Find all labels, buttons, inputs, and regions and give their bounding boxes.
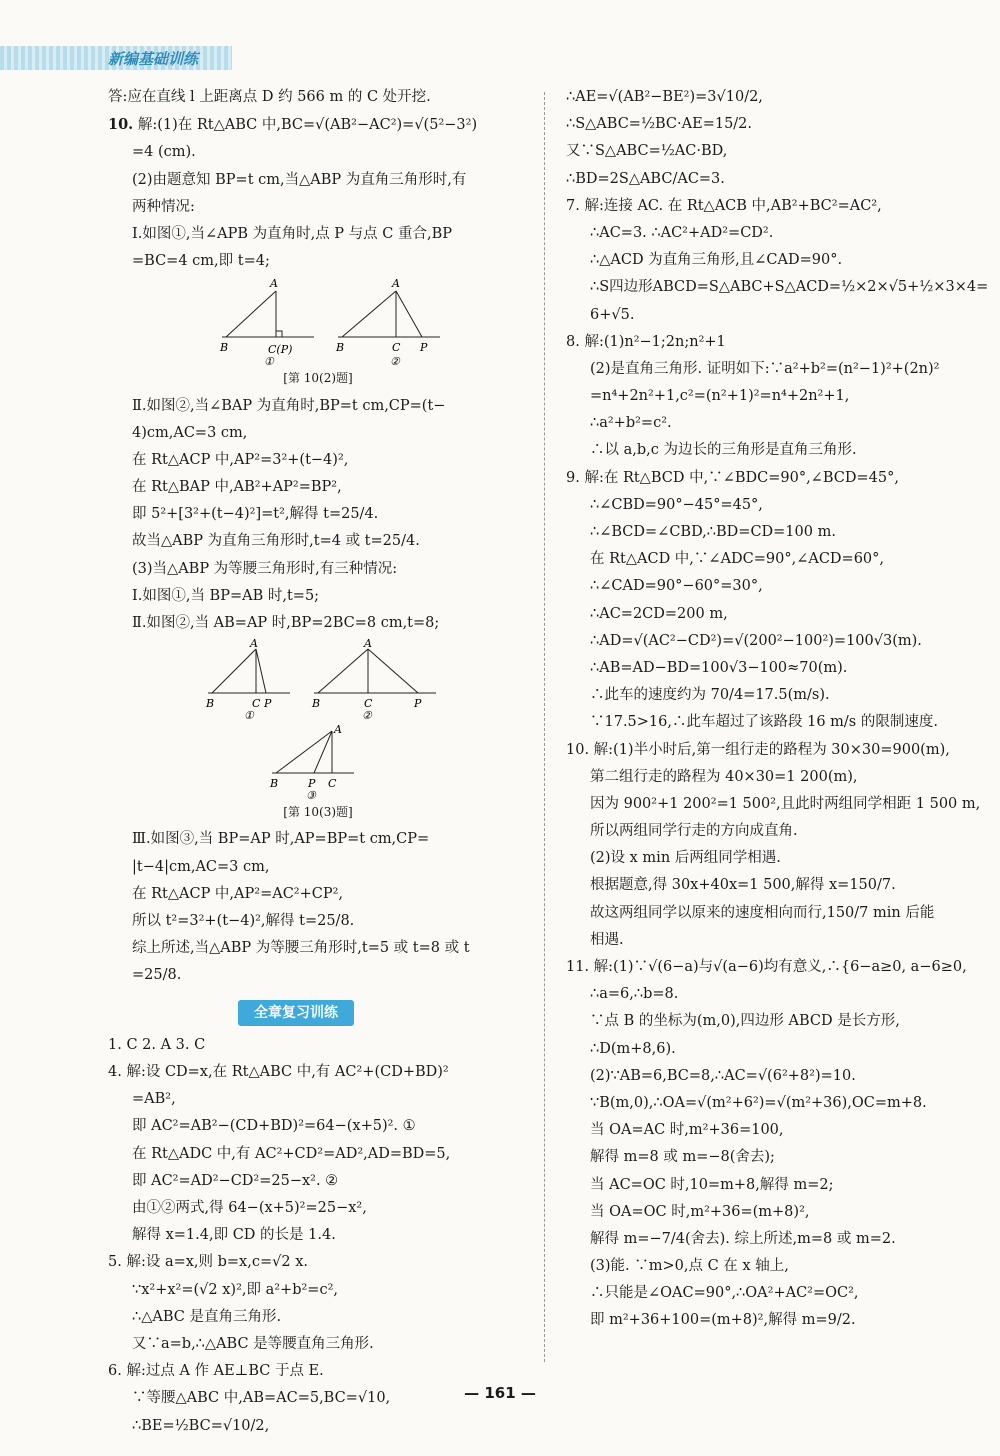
section-title: 全章复习训练 (238, 1000, 354, 1026)
q10b-line: 第二组行走的路程为 40×30=1 200(m), (590, 768, 858, 785)
label-p: P (264, 697, 272, 711)
q10-text: 解:(1)在 Rt△ABC 中,BC=√(AB²−AC²)=√(5²−3²) (137, 117, 478, 134)
q6-line: ∴BE=½BC=√10/2, (132, 1417, 270, 1434)
q4-line: 4. 解:设 CD=x,在 Rt△ABC 中,有 AC²+(CD+BD)² (108, 1064, 449, 1081)
label-a: A (250, 639, 258, 651)
q10-line: 即 5²+[3²+(t−4)²]=t²,解得 t=25/4. (132, 506, 379, 523)
label-b: B (312, 697, 321, 711)
label-a: A (364, 639, 372, 651)
figure-caption: [第 10(2)题] (283, 371, 353, 386)
q7-line: ∴S四边形ABCD=S△ABC+S△ACD=½×2×√5+½×3×4= (590, 279, 989, 296)
q11-line: ∵B(m,0),∴OA=√(m²+6²)=√(m²+36),OC=m+8. (590, 1094, 927, 1111)
q10b-line: (2)设 x min 后两组同学相遇. (590, 850, 781, 867)
q8-line: =n⁴+2n²+1,c²=(n²+1)²=n⁴+2n²+1, (590, 388, 850, 405)
q10b-line: 相遇. (590, 931, 624, 948)
label-n3: ③ (306, 789, 316, 802)
answer-line: 答:应在直线 l 上距离点 D 约 566 m 的 C 处开挖. (108, 89, 431, 105)
q11-line: (2)∵AB=6,BC=8,∴AC=√(6²+8²)=10. (590, 1067, 856, 1084)
q4-line: 在 Rt△ADC 中,有 AC²+CD²=AD²,AD=BD=5, (132, 1145, 451, 1162)
label-c: C (252, 697, 261, 711)
q11-line: 解得 m=8 或 m=−8(舍去); (590, 1149, 775, 1166)
q10-line (108, 113, 528, 137)
q7-line: 7. 解:连接 AC. 在 Rt△ACB 中,AB²+BC²=AC², (566, 197, 882, 214)
q5-line: 又∵a=b,∴△ABC 是等腰直角三角形. (132, 1335, 374, 1352)
triangle-figure-1 (204, 639, 294, 719)
figure-10-3 (204, 639, 528, 719)
q10-line: |t−4|cm,AC=3 cm, (132, 858, 270, 875)
q8-line: (2)是直角三角形. 证明如下:∵a²+b²=(n²−1)²+(2n)² (590, 360, 940, 377)
label-n2: ② (390, 355, 400, 368)
q6-line: ∴BD=2S△ABC/AC=3. (566, 170, 725, 187)
q8-line: ∴a²+b²=c². (590, 415, 672, 432)
label-p: P (414, 697, 422, 711)
column-divider (544, 92, 545, 1362)
q10-line: (3)当△ABP 为等腰三角形时,有三种情况: (132, 560, 398, 577)
q10-line: Ⅱ.如图②,当 AB=AP 时,BP=2BC=8 cm,t=8; (132, 615, 440, 631)
q11-line: 当 OA=AC 时,m²+36=100, (590, 1122, 784, 1139)
q10-line: 在 Rt△ACP 中,AP²=AC²+CP², (132, 885, 344, 902)
page-number: — 161 — (464, 1384, 536, 1402)
q11-line: ∴a=6,∴b=8. (590, 986, 679, 1003)
q5-line: 5. 解:设 a=x,则 b=x,c=√2 x. (108, 1254, 308, 1271)
q7-line: ∴AC=3. ∴AC²+AD²=CD². (590, 224, 774, 241)
q9-line: ∴AC=2CD=200 m, (590, 605, 728, 622)
q4-line: 即 AC²=AB²−(CD+BD)²=64−(x+5)². ① (132, 1118, 416, 1135)
q9-line: ∴AD=√(AC²−CD²)=√(200²−100²)=100√3(m). (590, 632, 922, 649)
q11-line: 当 AC=OC 时,10=m+8,解得 m=2; (590, 1176, 834, 1193)
review-answers: 1. C 2. A 3. C (108, 1036, 206, 1053)
q10-line: 4)cm,AC=3 cm, (132, 424, 248, 441)
q7-line: ∴△ACD 为直角三角形,且∠CAD=90°. (590, 252, 843, 269)
q10b-line: 所以两组同学行走的方向成直角. (590, 823, 798, 840)
q4-line: 即 AC²=AD²−CD²=25−x². ② (132, 1172, 339, 1189)
q11-line: 当 OA=OC 时,m²+36=(m+8)², (590, 1203, 810, 1220)
q10-number: 10. (108, 116, 134, 134)
q10-line: Ⅰ.如图①,当 BP=AB 时,t=5; (132, 587, 320, 604)
q10-line: 在 Rt△ACP 中,AP²=3²+(t−4)², (132, 451, 349, 468)
label-b: B (206, 697, 215, 711)
q9-line: ∵17.5>16,∴此车超过了该路段 16 m/s 的限制速度. (590, 714, 938, 731)
figure-caption: [第 10(3)题] (283, 805, 353, 820)
q8-line: 8. 解:(1)n²−1;2n;n²+1 (566, 333, 726, 350)
label-b: B (220, 341, 229, 355)
q11-line: 11. 解:(1)∵√(6−a)与√(a−6)均有意义,∴{6−a≥0, a−6≥0, (566, 959, 967, 975)
q9-line: ∴∠CBD=90°−45°=45°, (590, 496, 763, 513)
q10-line: =4 (cm). (132, 144, 196, 161)
q4-line: 解得 x=1.4,即 CD 的长是 1.4. (132, 1227, 336, 1244)
label-c: C (328, 777, 337, 791)
label-n1: ① (244, 709, 254, 720)
q10-line: =BC=4 cm,即 t=4; (132, 253, 270, 270)
label-p: P (420, 341, 428, 355)
q11-line: 解得 m=−7/4(舍去). 综上所述,m=8 或 m=2. (590, 1230, 896, 1247)
q9-line: 9. 解:在 Rt△BCD 中,∵∠BDC=90°,∠BCD=45°, (566, 469, 899, 486)
q5-line: ∴△ABC 是直角三角形. (132, 1308, 282, 1325)
q11-line: ∵点 B 的坐标为(m,0),四边形 ABCD 是长方形, (590, 1013, 900, 1030)
q9-line: ∴AB=AD−BD=100√3−100≈70(m). (590, 659, 848, 676)
q10-line: 所以 t²=3²+(t−4)²,解得 t=25/8. (132, 912, 355, 929)
triangle-figure-1 (218, 277, 318, 367)
q11-line: ∴D(m+8,6). (590, 1040, 676, 1057)
q8-line: ∴以 a,b,c 为边长的三角形是直角三角形. (590, 442, 857, 459)
q10-line: 综上所述,当△ABP 为等腰三角形时,t=5 或 t=8 或 t (132, 940, 470, 957)
q9-line: 在 Rt△ACD 中,∵∠ADC=90°,∠ACD=60°, (590, 551, 885, 568)
q5-line: ∵x²+x²=(√2 x)²,即 a²+b²=c², (132, 1281, 338, 1298)
q10-line: =25/8. (132, 967, 182, 984)
q6-line: ∴S△ABC=½BC·AE=15/2. (566, 116, 753, 133)
label-n1: ① (264, 355, 274, 368)
q10-line: Ⅰ.如图①,当∠APB 为直角时,点 P 与点 C 重合,BP (132, 225, 453, 242)
q10b-line: 根据题意,得 30x+40x=1 500,解得 x=150/7. (590, 877, 896, 894)
q7-line: 6+√5. (590, 306, 635, 323)
label-n2: ② (362, 709, 372, 720)
q11-line: (3)能. ∵m>0,点 C 在 x 轴上, (590, 1258, 789, 1275)
label-a: A (270, 277, 278, 291)
label-c: C (364, 697, 373, 711)
q4-line: =AB², (132, 1091, 176, 1108)
q9-line: ∴∠CAD=90°−60°=30°, (590, 578, 763, 595)
q4-line: 由①②两式,得 64−(x+5)²=25−x², (132, 1200, 367, 1217)
triangle-figure-2 (334, 277, 444, 367)
label-cp: C(P) (268, 343, 293, 357)
figure-10-3b (268, 723, 528, 801)
q10-line: Ⅱ.如图②,当∠BAP 为直角时,BP=t cm,CP=(t− (132, 397, 446, 414)
q9-line: ∴此车的速度约为 70/4=17.5(m/s). (590, 687, 830, 704)
label-a: A (334, 723, 342, 737)
label-b: B (270, 777, 279, 791)
q10b-line: 故这两组同学以原来的速度相向而行,150/7 min 后能 (590, 904, 935, 921)
q11-line: ∴只能是∠OAC=90°,∴OA²+AC²=OC², (590, 1285, 859, 1302)
q10b-line: 因为 900²+1 200²=1 500²,且此时两组同学相距 1 500 m, (590, 795, 981, 812)
q9-line: ∴∠BCD=∠CBD,∴BD=CD=100 m. (590, 524, 836, 540)
q10-line: 在 Rt△BAP 中,AB²+AP²=BP², (132, 479, 342, 496)
header-title: 新编基础训练 (108, 50, 199, 68)
left-column (108, 86, 528, 1442)
label-a: A (392, 277, 400, 291)
q10-line: 两种情况: (132, 198, 195, 215)
right-column (566, 86, 989, 1337)
q10-line: Ⅲ.如图③,当 BP=AP 时,AP=BP=t cm,CP= (132, 831, 430, 848)
figure-10-2 (218, 277, 528, 367)
q10b-line: 10. 解:(1)半小时后,第一组行走的路程为 30×30=900(m), (566, 741, 950, 758)
q6-line: 6. 解:过点 A 作 AE⊥BC 于点 E. (108, 1363, 324, 1380)
label-b: B (336, 341, 345, 355)
q6-line: 又∵S△ABC=½AC·BD, (566, 143, 728, 160)
label-c: C (392, 341, 401, 355)
q10-line: (2)由题意知 BP=t cm,当△ABP 为直角三角形时,有 (132, 171, 467, 188)
triangle-figure-3 (268, 723, 358, 801)
q11-line: 即 m²+36+100=(m+8)²,解得 m=9/2. (590, 1312, 856, 1329)
q6-line: ∵等腰△ABC 中,AB=AC=5,BC=√10, (132, 1390, 391, 1407)
q10-line: 故当△ABP 为直角三角形时,t=4 或 t=25/4. (132, 533, 420, 550)
label-p: P (308, 777, 316, 791)
triangle-figure-2 (310, 639, 440, 719)
q6-line: ∴AE=√(AB²−BE²)=3√10/2, (566, 89, 763, 105)
